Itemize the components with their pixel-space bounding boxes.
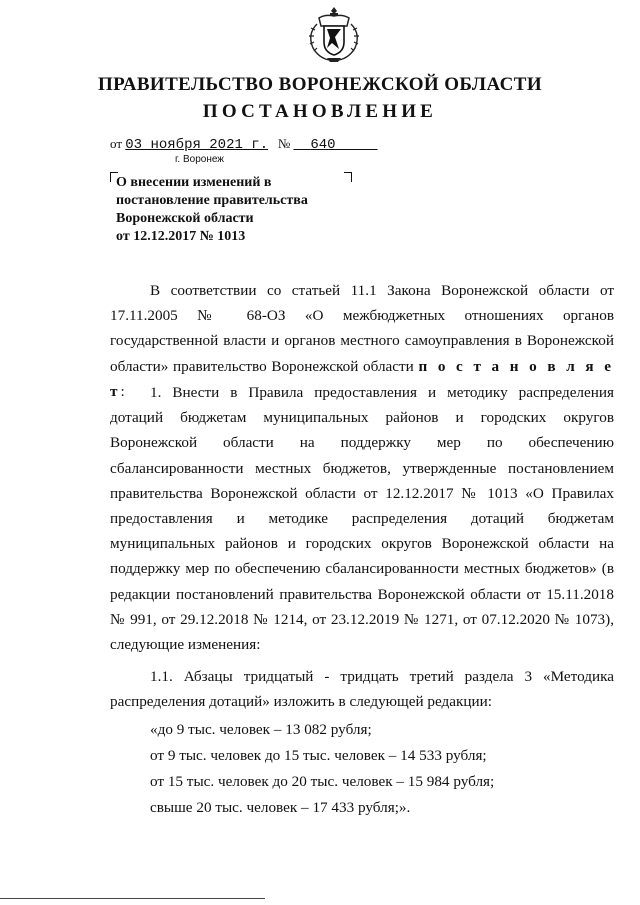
title-line: постановление правительства [116,193,308,208]
body-paragraph-item-1: 1. Внести в Правила предоставления и методику распределения дотаций бюджетам муниципальных районов и городских округов Воронежской области на поддержку мер по обеспечению сбалансированности местных бюджетов, утвержденные постановлением правительства Воронежской области от 12.12.2017 № 1013 «О Правилах предоставления и методике распределения дотаций бюджетам муниципальных районов и городских округов Воронежской области на поддержку мер по обеспечению сбалансированности местных бюджетов» (в редакции постановлений правительства Воронежской области от 15.11.2018 № 991, от 29.12.2018 № 1214, от 23.12.2019 № 1271, от 07.12.2020 № 1073), следующие изменения: [110,384,614,654]
resolves-keyword: п о с т а н о в л я е т [110,357,614,400]
document-type: ПОСТАНОВЛЕНИЕ [202,101,438,122]
rate-line: свыше 20 тыс. человек – 17 433 рубля;». [150,799,411,816]
title-line: О внесении изменений в [116,175,272,190]
rate-line: «до 9 тыс. человек – 13 082 рубля; [150,721,372,738]
title-line: от 12.12.2017 № 1013 [116,229,246,244]
number-prefix: № [277,136,291,151]
body-paragraph-preamble: В соответствии со статьей 11.1 Закона Воронежской области от 17.11.2005 № 68-ОЗ «О межбюджетных отношениях органов государственной власти и органов местного самоуправления в Воронежской области» правительство Воронежской области п о с т а н о в л я е т: [110,282,614,400]
document-title [116,174,308,246]
coat-of-arms-emblem [303,4,365,64]
footer-divider [0,898,265,899]
rate-line: от 9 тыс. человек до 15 тыс. человек – 14 533 рубля; [150,747,487,764]
document-number: 640 [310,137,336,153]
title-corner-right [344,172,352,182]
city-label: г. Воронеж [175,154,224,165]
body-paragraph-item-1-1: 1.1. Абзацы тридцатый - тридцать третий раздела 3 «Методика распределения дотаций» изложить в следующей редакции: [110,668,614,711]
rate-line: от 15 тыс. человек до 20 тыс. человек – 15 984 рубля; [150,773,495,790]
document-date: 03 ноября 2021 г. [125,137,269,153]
document-date-number-line [110,136,378,153]
organization-name: ПРАВИТЕЛЬСТВО ВОРОНЕЖСКОЙ ОБЛАСТИ [97,74,543,95]
title-line: Воронежской области [116,211,254,226]
date-prefix: от [110,136,123,151]
